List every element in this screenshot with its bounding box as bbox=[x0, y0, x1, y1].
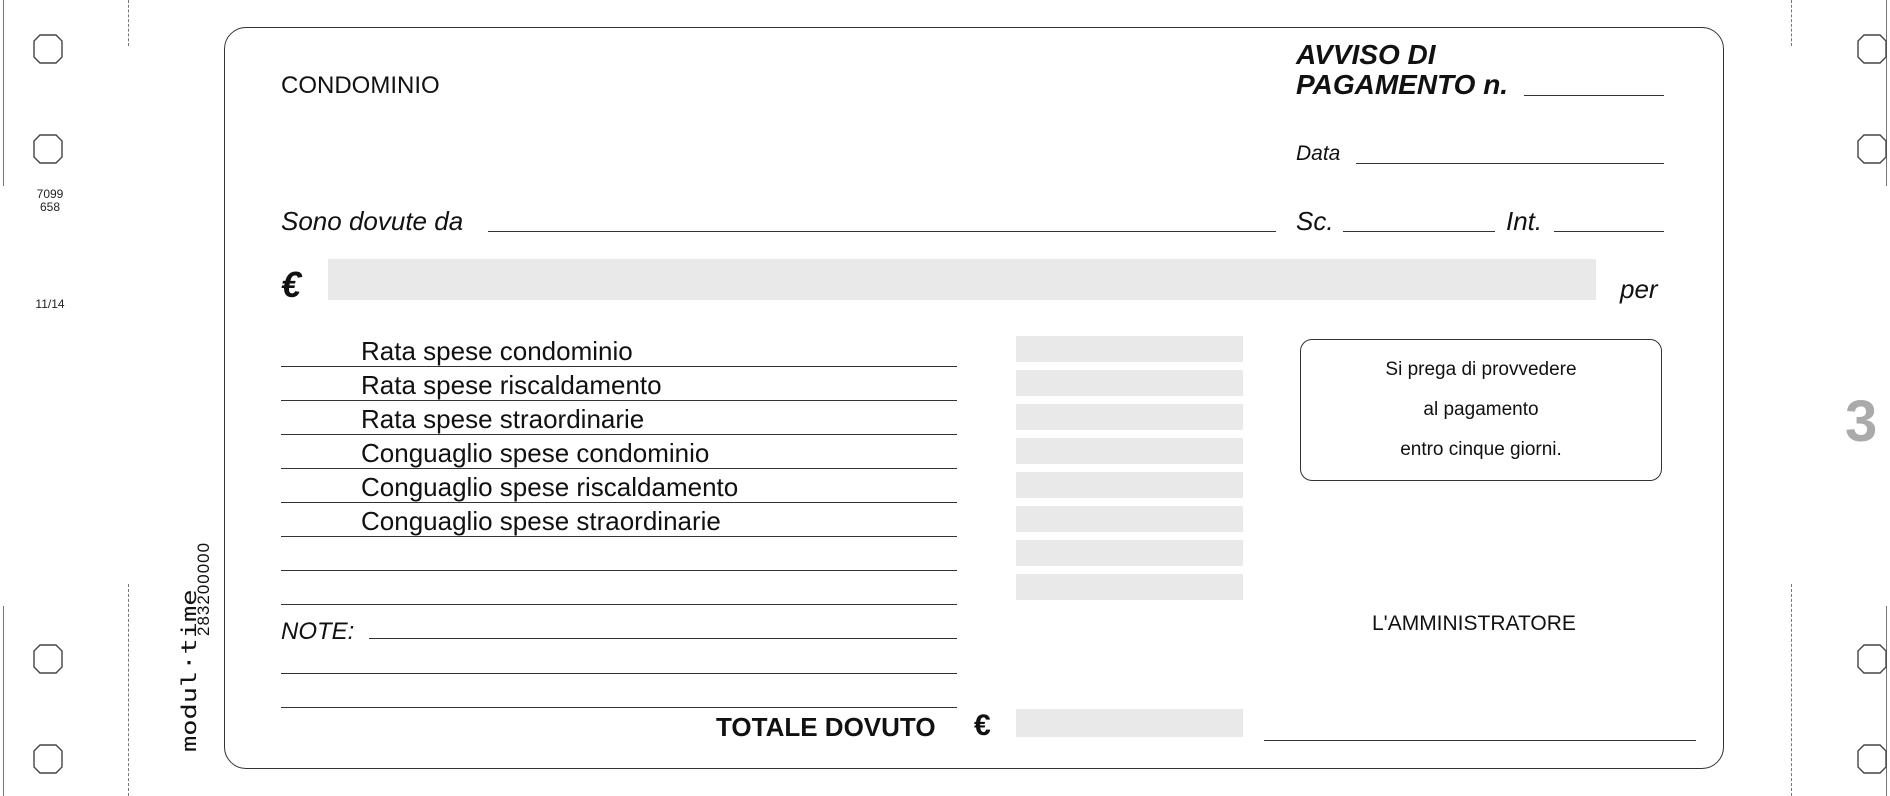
notice-line-1: Si prega di provvedere bbox=[1385, 359, 1577, 380]
item-rata-condominio: Rata spese condominio bbox=[361, 336, 633, 366]
notice-line-3: entro cinque giorni. bbox=[1400, 439, 1562, 460]
note-label: NOTE: bbox=[281, 618, 355, 645]
per-label: per bbox=[1620, 274, 1658, 304]
interno-field[interactable] bbox=[1554, 231, 1664, 232]
amount-box-1[interactable] bbox=[1016, 336, 1243, 362]
amount-in-words-field[interactable] bbox=[328, 259, 1596, 300]
note-line-1[interactable] bbox=[369, 638, 957, 639]
note-line-3[interactable] bbox=[281, 707, 957, 708]
scala-field[interactable] bbox=[1343, 231, 1495, 232]
row-line-5 bbox=[281, 502, 957, 503]
administrator-label: L'AMMINISTRATORE bbox=[1372, 612, 1576, 635]
item-conguaglio-condominio: Conguaglio spese condominio bbox=[361, 438, 710, 468]
punch-hole-right-4 bbox=[1857, 744, 1887, 774]
item-rata-riscaldamento: Rata spese riscaldamento bbox=[361, 370, 662, 400]
punch-hole-left-3 bbox=[33, 644, 63, 674]
punch-hole-right-3 bbox=[1857, 644, 1887, 674]
date-field[interactable] bbox=[1356, 163, 1664, 164]
perforation-left-top bbox=[128, 0, 129, 46]
form-serial-number: 283200000 bbox=[194, 541, 213, 636]
row-line-7[interactable] bbox=[281, 570, 957, 571]
totale-amount-box[interactable] bbox=[1016, 709, 1243, 737]
item-conguaglio-riscaldamento: Conguaglio spese riscaldamento bbox=[361, 472, 739, 502]
administrator-signature-line[interactable] bbox=[1264, 740, 1696, 741]
totale-dovuto-label: TOTALE DOVUTO bbox=[716, 712, 936, 742]
data-label: Data bbox=[1296, 142, 1341, 165]
perforation-right-top bbox=[1791, 0, 1792, 46]
row-line-2 bbox=[281, 400, 957, 401]
amount-box-8[interactable] bbox=[1016, 574, 1243, 600]
interno-label: Int. bbox=[1506, 206, 1543, 236]
notice-number-field[interactable] bbox=[1524, 95, 1664, 96]
amount-box-7[interactable] bbox=[1016, 540, 1243, 566]
brand-logo: modul·time bbox=[178, 589, 202, 752]
amount-box-3[interactable] bbox=[1016, 404, 1243, 430]
margin-edge-left-bottom bbox=[3, 606, 4, 796]
row-line-4 bbox=[281, 468, 957, 469]
row-line-1 bbox=[281, 366, 957, 367]
punch-hole-right-1 bbox=[1857, 34, 1887, 64]
amount-box-5[interactable] bbox=[1016, 472, 1243, 498]
notice-line-2: al pagamento bbox=[1423, 399, 1539, 420]
margin-edge-left-top bbox=[3, 0, 4, 186]
form-code-top: 7099 bbox=[36, 187, 64, 201]
item-rata-straordinarie: Rata spese straordinarie bbox=[361, 404, 645, 434]
punch-hole-left-4 bbox=[33, 744, 63, 774]
item-conguaglio-straordinarie: Conguaglio spese straordinarie bbox=[361, 506, 721, 536]
form-code-bottom: 658 bbox=[39, 200, 61, 214]
sono-dovute-label: Sono dovute da bbox=[281, 206, 464, 236]
amount-box-2[interactable] bbox=[1016, 370, 1243, 396]
amount-box-6[interactable] bbox=[1016, 506, 1243, 532]
punch-hole-left-1 bbox=[33, 34, 63, 64]
amount-box-4[interactable] bbox=[1016, 438, 1243, 464]
copy-number: 3 bbox=[1845, 389, 1878, 454]
payment-request-notice bbox=[1300, 339, 1662, 481]
row-line-3 bbox=[281, 434, 957, 435]
form-code bbox=[24, 188, 76, 214]
perforation-left-bottom bbox=[128, 584, 129, 796]
print-date-code: 11/14 bbox=[35, 297, 65, 311]
condominio-label: CONDOMINIO bbox=[281, 72, 440, 99]
form-title-line1: AVVISO DI bbox=[1296, 39, 1436, 70]
form-title bbox=[1296, 40, 1508, 100]
perforation-right-bottom bbox=[1791, 584, 1792, 796]
punch-hole-left-2 bbox=[33, 134, 63, 164]
punch-hole-right-2 bbox=[1857, 134, 1887, 164]
euro-symbol: € bbox=[281, 264, 302, 305]
row-line-8[interactable] bbox=[281, 604, 957, 605]
totale-euro-symbol: € bbox=[974, 709, 991, 742]
form-title-line2: PAGAMENTO n. bbox=[1296, 69, 1509, 100]
note-line-2[interactable] bbox=[281, 673, 957, 674]
debtor-field[interactable] bbox=[488, 231, 1276, 232]
row-line-6 bbox=[281, 536, 957, 537]
scala-label: Sc. bbox=[1296, 206, 1334, 236]
